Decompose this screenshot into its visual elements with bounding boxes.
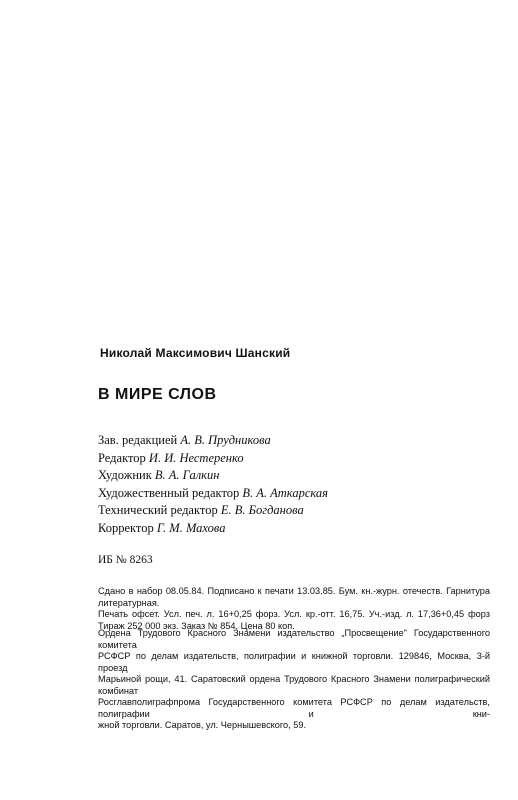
publisher-line: РСФСР по делам издательств, полиграфии и книжной торговли. 129846, Москва, 3-й проезд xyxy=(98,651,490,673)
credit-line xyxy=(98,467,328,485)
book-title: В МИРЕ СЛОВ xyxy=(98,386,217,403)
author-name: Николай Максимович Шанский xyxy=(100,346,291,360)
publisher-line: Росглавполиграфпрома Государственного комитета РСФСР по делам издательств, полиграфии и кни- xyxy=(98,697,490,719)
credit-name: А. В. Прудникова xyxy=(180,433,271,447)
credit-line xyxy=(98,450,328,468)
publisher-line: Марьиной рощи, 41. Саратовский ордена Трудового Красного Знамени полиграфический комбинат xyxy=(98,674,490,696)
credit-role: Технический редактор xyxy=(98,503,218,517)
credit-line xyxy=(98,485,328,503)
credit-line xyxy=(98,432,328,450)
credit-role: Художественный редактор xyxy=(98,485,240,500)
credit-role: Зав. редакцией xyxy=(98,433,178,447)
credit-role: Редактор xyxy=(98,450,146,465)
publisher-line: Ордена Трудового Красного Знамени издательство „Просвещение" Государственного комитета xyxy=(98,628,490,650)
print-line: Сдано в набор 08.05.84. Подписано к печати 13.03.85. Бум. кн.-журн. отечеств. Гарнитура литературная. xyxy=(98,586,490,608)
publisher-details xyxy=(98,628,490,732)
credit-name: В. А. Галкин xyxy=(154,468,220,482)
credit-name: В. А. Аткарская xyxy=(242,485,328,500)
ib-number: ИБ № 8263 xyxy=(98,554,153,566)
credit-name: Е. В. Богданова xyxy=(220,503,304,517)
credit-name: Г. М. Махова xyxy=(156,520,226,535)
editorial-credits xyxy=(98,432,328,537)
print-line: Печать офсет. Усл. печ. л. 16+0,25 форз. Усл. кр.-отт. 16,75. Уч.-изд. л. 17,36+0,45 форз xyxy=(98,609,490,619)
credit-role: Корректор xyxy=(98,520,154,535)
credit-line xyxy=(98,520,328,538)
publisher-line: жной торговли. Саратов, ул. Чернышевского, 59. xyxy=(98,720,307,730)
credit-name: И. И. Нестеренко xyxy=(148,450,244,465)
credit-line xyxy=(98,502,328,520)
credit-role: Художник xyxy=(98,468,152,482)
print-details xyxy=(98,586,490,632)
print-line: Тираж 252 000 экз. Заказ № 854. Цена 80 коп. xyxy=(98,620,295,631)
